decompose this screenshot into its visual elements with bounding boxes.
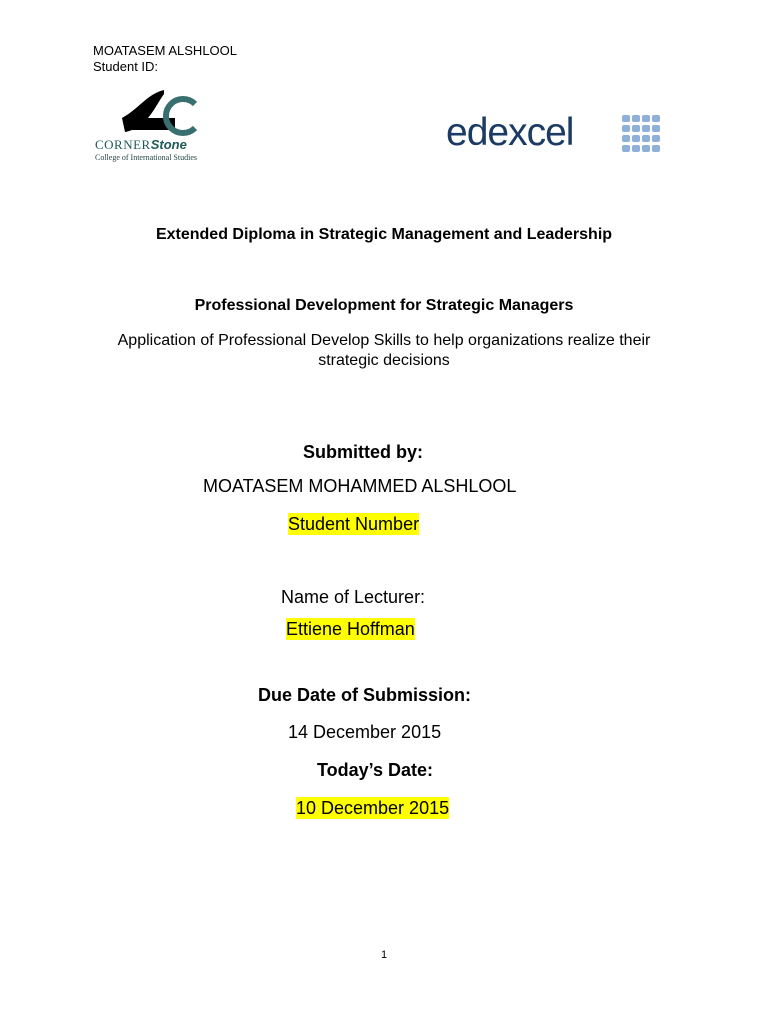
edexcel-wordmark: edexcel bbox=[446, 111, 574, 154]
cornerstone-wordmark-regular: CORNER bbox=[95, 137, 151, 152]
submitted-by-label: Submitted by: bbox=[303, 442, 423, 462]
cornerstone-wordmark bbox=[95, 137, 187, 153]
lecturer-name: Ettiene Hoffman bbox=[286, 619, 415, 639]
due-date: 14 December 2015 bbox=[288, 722, 442, 742]
student-name: MOATASEM MOHAMMED ALSHLOOL bbox=[203, 476, 517, 496]
cornerstone-subtitle: College of International Studies bbox=[95, 153, 197, 162]
assignment-description: Application of Professional Develop Skills to help organizations realize their strategic decisions bbox=[117, 332, 651, 369]
edexcel-grid-icon bbox=[621, 114, 663, 154]
header-student-id: Student ID: bbox=[93, 59, 159, 74]
cornerstone-emblem-icon bbox=[92, 88, 224, 138]
todays-date: 10 December 2015 bbox=[296, 798, 450, 818]
lecturer-label: Name of Lecturer: bbox=[281, 587, 426, 607]
cornerstone-logo bbox=[92, 88, 224, 166]
student-number: Student Number bbox=[288, 514, 420, 534]
page-number: 1 bbox=[380, 949, 388, 961]
due-date-label: Due Date of Submission: bbox=[258, 685, 472, 705]
unit-title: Professional Development for Strategic Managers bbox=[194, 297, 574, 314]
header-author: MOATASEM ALSHLOOL bbox=[93, 43, 238, 58]
todays-date-label: Today’s Date: bbox=[317, 760, 434, 780]
cornerstone-wordmark-bold: Stone bbox=[150, 137, 187, 152]
edexcel-logo bbox=[446, 110, 666, 160]
diploma-title: Extended Diploma in Strategic Management and Leadership bbox=[155, 226, 613, 243]
